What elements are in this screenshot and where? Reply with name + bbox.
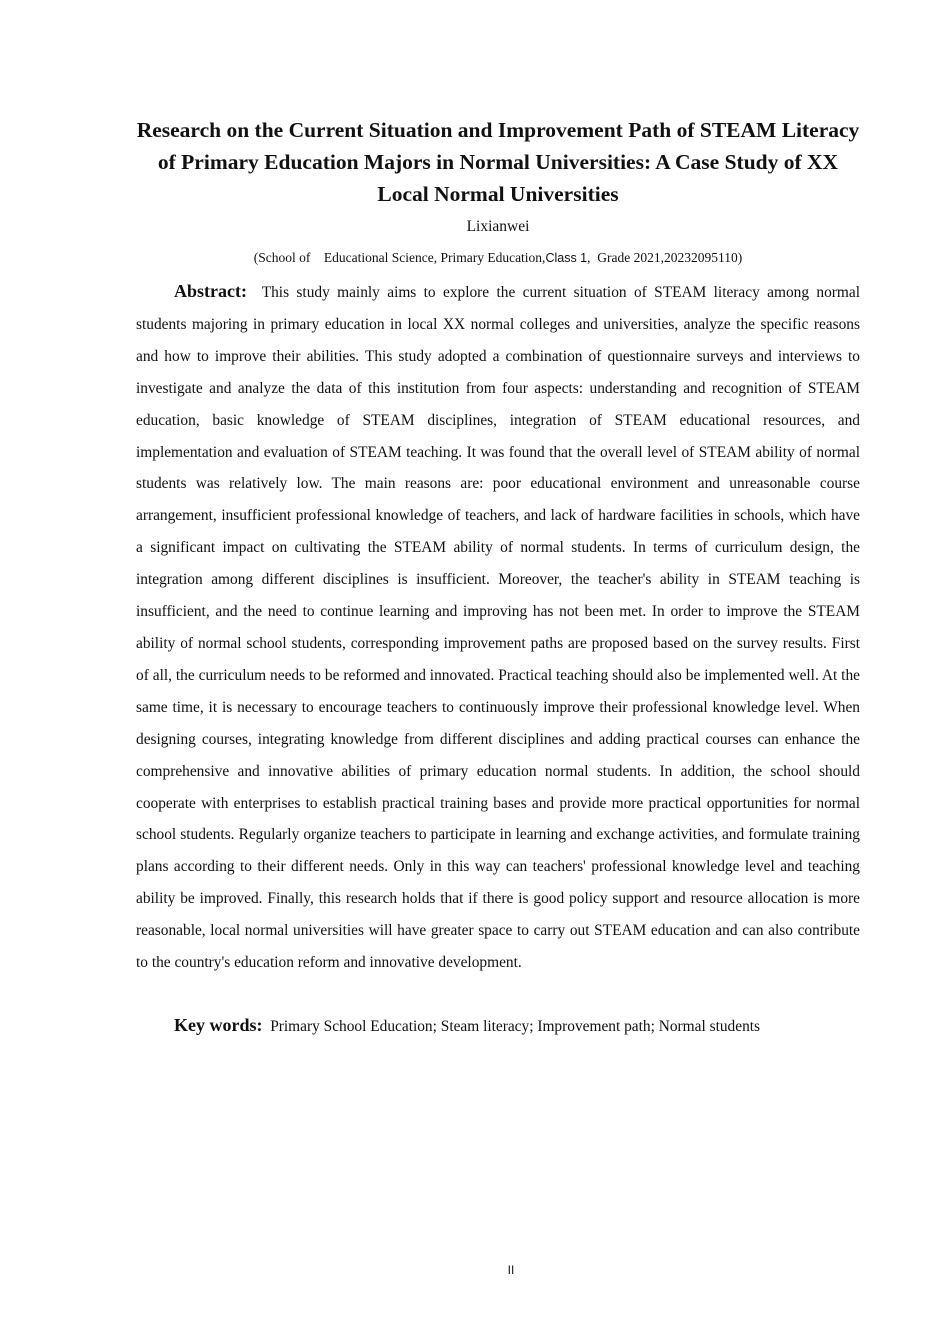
page-number: II [507, 1263, 515, 1277]
keywords-label: Key words: [174, 1015, 263, 1035]
keywords-paragraph [136, 1010, 860, 1043]
abstract-label: Abstract: [174, 281, 247, 301]
abstract-text: This study mainly aims to explore the current situation of STEAM literacy among normal students majoring in primary education in local XX normal colleges and universities, analyze the specific reasons and how to improve their abilities. This study adopted a combination of questionnaire surveys and interviews to investigate and analyze the data of this institution from four aspects: understanding and recognition of STEAM education, basic knowledge of STEAM disciplines, integration of STEAM educational resources, and implementation and evaluation of STEAM teaching. It was found that the overall level of STEAM ability of normal students was relatively low. The main reasons are: poor educational environment and unreasonable course arrangement, insufficient professional knowledge of teachers, and lack of hardware facilities in schools, which have a significant impact on cultivating the STEAM ability of normal students. In terms of curriculum design, the integration among different disciplines is insufficient. Moreover, the teacher's ability in STEAM teaching is insufficient, and the need to continue learning and improving has not been met. In order to improve the STEAM ability of normal school students, corresponding improvement paths are proposed based on the survey results. First of all, the curriculum needs to be reformed and innovated. Practical teaching should also be implemented well. At the same time, it is necessary to encourage teachers to continuously improve their professional knowledge level. When designing courses, integrating knowledge from different disciplines and adding practical courses can enhance the comprehensive and innovative abilities of primary education normal students. In addition, the school should cooperate with enterprises to establish practical training bases and provide more practical opportunities for normal school students. Regularly organize teachers to participate in learning and exchange activities, and formulate training plans according to their different needs. Only in this way can teachers' professional knowledge level and teaching ability be improved. Finally, this research holds that if there is good policy support and resource allocation is more reasonable, local normal universities will have greater space to carry out STEAM education and can also contribute to the country's education reform and innovative development. [136, 284, 860, 972]
affiliation-part-1: (School of Educational Science, Primary Education, [253, 250, 546, 265]
affiliation-part-2: , Grade 2021,20232095110) [587, 250, 743, 265]
paper-title: Research on the Current Situation and Improvement Path of STEAM Literacy of Primary Education Majors in Normal Universities: A Case Study of XX Local Normal Universities [136, 118, 860, 206]
keywords-text: Primary School Education; Steam literacy; Improvement path; Normal students [270, 1018, 761, 1035]
affiliation-class: Class 1 [545, 251, 588, 265]
author-name: Lixianwei [466, 218, 530, 235]
abstract-paragraph [136, 276, 860, 979]
author-affiliation [136, 248, 860, 268]
